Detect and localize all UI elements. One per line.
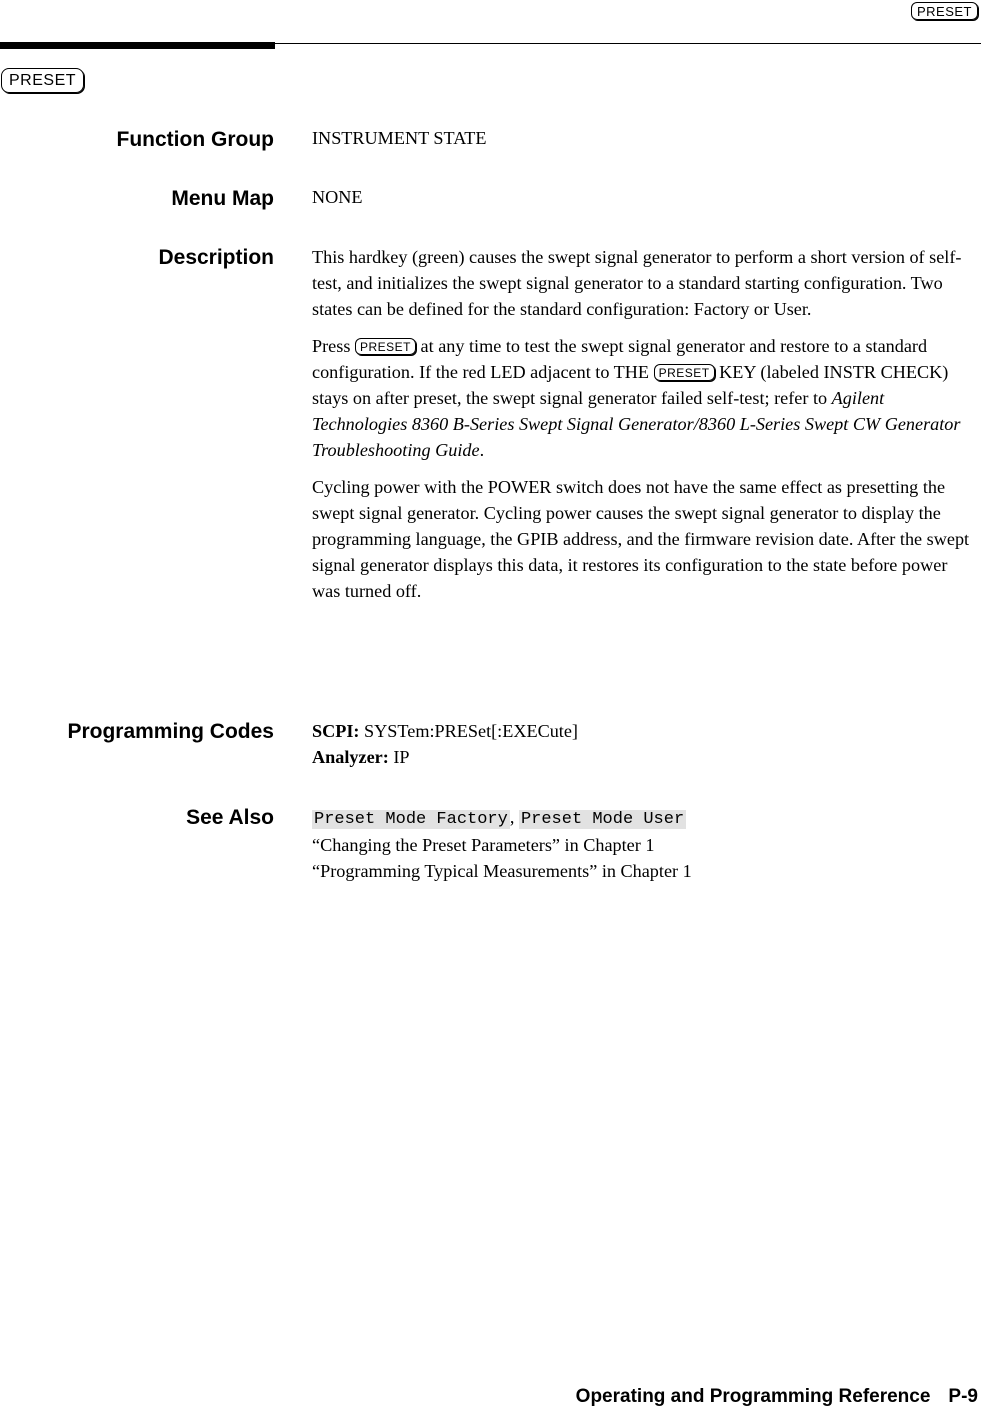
menu-map-value: NONE <box>312 187 363 207</box>
analyzer-line <box>312 745 977 771</box>
scpi-line <box>312 719 977 745</box>
scpi-command: SYSTem:PRESet[:EXECute] <box>364 721 578 741</box>
menu-map-label: Menu Map <box>171 187 274 210</box>
inline-preset-key: PRESET <box>355 338 416 355</box>
see-also-reference-2: “Programming Typical Measurements” in Chapter 1 <box>312 860 692 881</box>
analyzer-command: IP <box>393 746 410 767</box>
function-group-value: INSTRUMENT STATE <box>312 128 487 148</box>
see-also-label: See Also <box>186 806 274 829</box>
description-body <box>312 245 977 616</box>
header-preset-key: PRESET <box>911 2 978 20</box>
description-p2-text-b: at any time to test the swept signal generator and restore to a standard configuration. If the red LED adjacent to THE <box>312 336 928 383</box>
function-group-label: Function Group <box>116 128 274 151</box>
troubleshooting-guide-reference: Agilent Technologies 8360 B-Series Swept Signal Generator/8360 L-Series Swept CW Generator Troubleshooting Guide <box>312 387 961 460</box>
analyzer-label: Analyzer: <box>312 746 389 767</box>
header-rule-bar <box>0 42 275 49</box>
page-title-preset-key: PRESET <box>1 68 84 93</box>
description-paragraph-1: This hardkey (green) causes the swept signal generator to perform a short version of self-test, and initializes the swept signal generator to a standard starting configuration. Two states can be defined for the standard configuration: Factory or User. <box>312 247 962 319</box>
preset-mode-user-softkey: Preset Mode User <box>520 810 685 829</box>
page-number: P-9 <box>948 1386 978 1407</box>
page-footer <box>576 1386 978 1408</box>
see-also-reference-1: “Changing the Preset Parameters” in Chapter 1 <box>312 834 655 855</box>
description-p2-text-c: KEY (labeled INSTR CHECK) stays on after preset, the swept signal generator failed self-test; refer to <box>312 362 949 408</box>
see-also-softkeys <box>312 805 977 833</box>
description-paragraph-3: Cycling power with the POWER switch does not have the same effect as presetting the swept signal generator. Cycling power causes the swept signal generator to display the programming language, the GPIB address, and the firmware revision date. After the swept signal generator displays this data, it restores its configuration to the state before power was turned off. <box>312 477 970 601</box>
description-paragraph-2 <box>312 334 977 463</box>
programming-codes-body <box>312 719 977 771</box>
inline-preset-key: PRESET <box>654 364 715 381</box>
see-also-separator: , <box>509 807 515 827</box>
see-also-body <box>312 805 977 884</box>
footer-title: Operating and Programming Reference <box>575 1386 931 1407</box>
programming-codes-label: Programming Codes <box>67 720 274 743</box>
description-label: Description <box>158 246 274 269</box>
scpi-label: SCPI: <box>312 721 360 741</box>
description-p2-end: . <box>479 439 485 460</box>
preset-mode-factory-softkey: Preset Mode Factory <box>314 810 508 829</box>
description-p2-text-a: Press <box>312 336 351 357</box>
